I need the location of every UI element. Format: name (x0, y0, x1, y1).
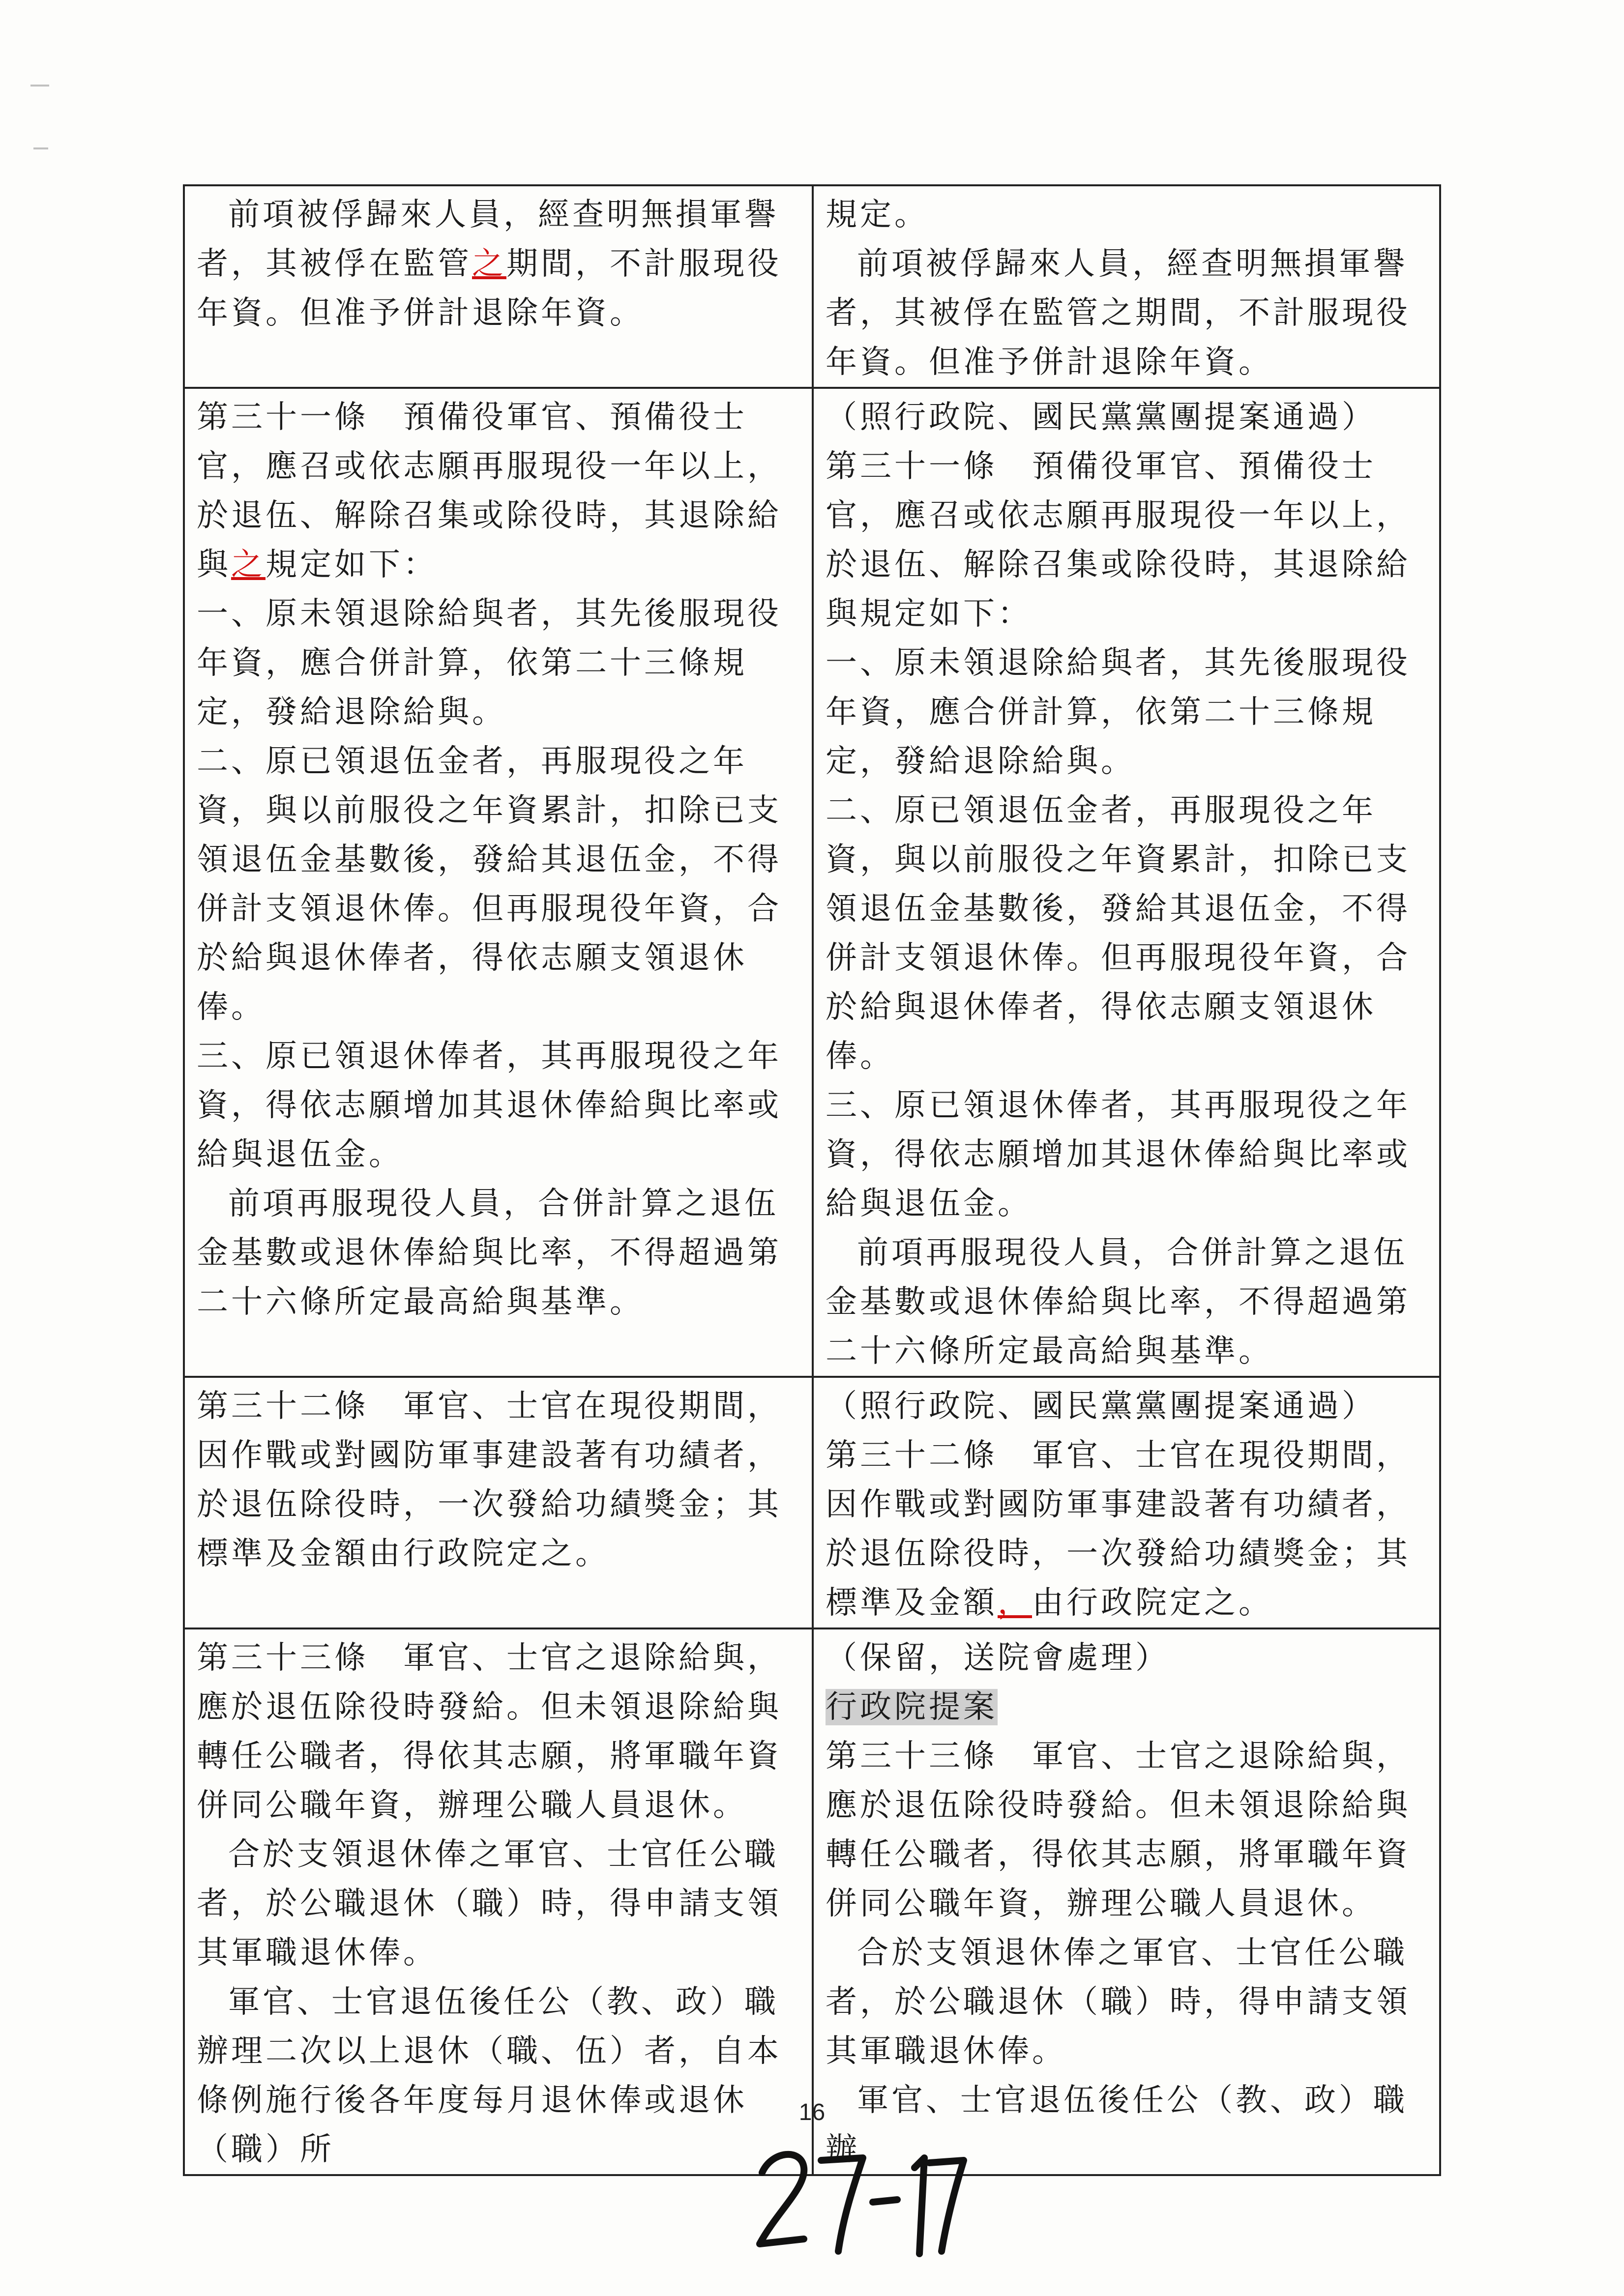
handwritten-mark-drawing (747, 2138, 969, 2261)
scan-artifact (30, 85, 49, 87)
cell-committee-text (184, 1628, 813, 2175)
text-run: （照行政院、國民黨黨團提案通過） (826, 399, 1376, 436)
table-row (184, 1377, 1440, 1628)
amendment-mark: ， (998, 1585, 1032, 1621)
cell-paragraph (826, 639, 1427, 786)
cell-paragraph (826, 1633, 1427, 1683)
text-run: 合於支領退休俸之軍官、士官任公職者，於公職退休（職）時，得申請支領其軍職退休俸。 (826, 1935, 1411, 2069)
cell-paragraph (197, 737, 800, 1032)
text-run: 前項再服現役人員，合併計算之退伍金基數或退休俸給與比率，不得超過第二十六條所定最高給與基準。 (826, 1235, 1411, 1369)
text-run: 第三十一條 預備役軍官、預備役士官，應召或依志願再服現役一年以上，於退伍、解除召集或除役時，其退除給與規定如下： (826, 448, 1411, 632)
cell-paragraph (826, 1431, 1427, 1628)
cell-paragraph (197, 190, 800, 338)
cell-resolution-text (813, 1628, 1440, 2175)
text-run: （保留，送院會處理） (826, 1640, 1170, 1676)
cell-paragraph (826, 239, 1427, 387)
cell-paragraph (826, 393, 1427, 442)
text-run: 二、原已領退伍金者，再服現役之年資，與以前服役之年資累計，扣除已支領退伍金基數後，發給其退伍金，不得併計支領退休俸。但再服現役年資，合於給與退休俸者，得依志願支領退休俸。 (197, 743, 782, 1025)
text-run: 第三十三條 軍官、士官之退除給與，應於退伍除役時發給。但未領退除給與轉任公職者，得依其志願，將軍職年資併同公職年資，辦理公職人員退休。 (197, 1640, 782, 1824)
text-run: 合於支領退休俸之軍官、士官任公職者，於公職退休（職）時，得申請支領其軍職退休俸。 (197, 1836, 782, 1971)
cell-resolution-text (813, 388, 1440, 1377)
text-run: 第三十一條 預備役軍官、預備役士官，應召或依志願再服現役一年以上，於退伍、解除召集或除役時，其退除給與 (197, 399, 782, 583)
page-number: 16 (798, 2099, 826, 2125)
text-run: 前項再服現役人員，合併計算之退伍金基數或退休俸給與比率，不得超過第二十六條所定最高給與基準。 (197, 1186, 782, 1320)
amendment-mark: 之 (472, 246, 506, 282)
cell-paragraph (197, 1830, 800, 1977)
table-row (184, 1628, 1440, 2175)
scan-artifact (33, 147, 48, 149)
text-run: 三、原已領退休俸者，其再服現役之年資，得依志願增加其退休俸給與比率或給與退伍金。 (826, 1087, 1411, 1222)
text-run: 前項被俘歸來人員，經查明無損軍譽者，其被俘在監管之期間，不計服現役年資。但准予併計退除年資。 (826, 246, 1411, 380)
text-run: 三、原已領退休俸者，其再服現役之年資，得依志願增加其退休俸給與比率或給與退伍金。 (197, 1038, 782, 1173)
cell-paragraph (826, 442, 1427, 639)
text-run: 由行政院定之。 (1032, 1585, 1273, 1621)
cell-paragraph (826, 1382, 1427, 1431)
cell-committee-text (184, 388, 813, 1377)
cell-paragraph (826, 1683, 1427, 1732)
cell-committee-text (184, 185, 813, 388)
cell-paragraph (826, 1228, 1427, 1376)
text-run: 前項被俘歸來人員，經查明無損軍譽者，其被俘在監管 (197, 197, 779, 282)
cell-paragraph (826, 1732, 1427, 1928)
text-run: 第三十三條 軍官、士官之退除給與，應於退伍除役時發給。但未領退除給與轉任公職者，得依其志願，將軍職年資併同公職年資，辦理公職人員退休。 (826, 1738, 1411, 1922)
cell-paragraph (197, 1977, 800, 2174)
table-row (184, 185, 1440, 388)
text-run: 規定如下： (266, 547, 438, 583)
cell-committee-text (184, 1377, 813, 1628)
table-row (184, 388, 1440, 1377)
cell-resolution-text (813, 185, 1440, 388)
cell-paragraph (197, 1032, 800, 1179)
cell-paragraph (197, 589, 800, 737)
cell-paragraph (826, 1928, 1427, 2076)
cell-paragraph (826, 190, 1427, 239)
amendment-mark: 之 (231, 547, 266, 583)
text-run: 一、原未領退除給與者，其先後服現役年資，應合併計算，依第二十三條規定，發給退除給與。 (826, 645, 1411, 780)
text-run: 期間，不計服現役年資。但准予併計退除年資。 (197, 246, 782, 331)
text-run: 第三十二條 軍官、士官在現役期間，因作戰或對國防軍事建設著有功績者，於退伍除役時，一次發給功績獎金；其標準及金額 (826, 1437, 1411, 1621)
cell-paragraph (826, 1081, 1427, 1228)
comparison-table (183, 184, 1441, 2176)
highlighted-label: 行政院提案 (826, 1689, 998, 1725)
cell-paragraph (197, 1633, 800, 1830)
cell-paragraph (826, 786, 1427, 1081)
cell-paragraph (197, 1382, 800, 1578)
text-run: 二、原已領退伍金者，再服現役之年資，與以前服役之年資累計，扣除已支領退伍金基數後，發給其退伍金，不得併計支領退休俸。但再服現役年資，合於給與退休俸者，得依志願支領退休俸。 (826, 792, 1411, 1075)
cell-paragraph (197, 1179, 800, 1327)
cell-paragraph (197, 393, 800, 589)
text-run: 第三十二條 軍官、士官在現役期間，因作戰或對國防軍事建設著有功績者，於退伍除役時，一次發給功績獎金；其標準及金額由行政院定之。 (197, 1388, 782, 1572)
handwritten-page-mark (747, 2138, 969, 2261)
text-run: 軍官、士官退伍後任公（教、政）職辦 (826, 2082, 1408, 2168)
text-run: 規定。 (826, 197, 929, 233)
text-run: （照行政院、國民黨黨團提案通過） (826, 1388, 1376, 1424)
text-run: 一、原未領退除給與者，其先後服現役年資，應合併計算，依第二十三條規定，發給退除給與。 (197, 596, 782, 730)
cell-resolution-text (813, 1377, 1440, 1628)
text-run: 軍官、士官退伍後任公（教、政）職辦理二次以上退休（職、伍）者，自本條例施行後各年度每月退休俸或退休（職）所 (197, 1984, 782, 2168)
